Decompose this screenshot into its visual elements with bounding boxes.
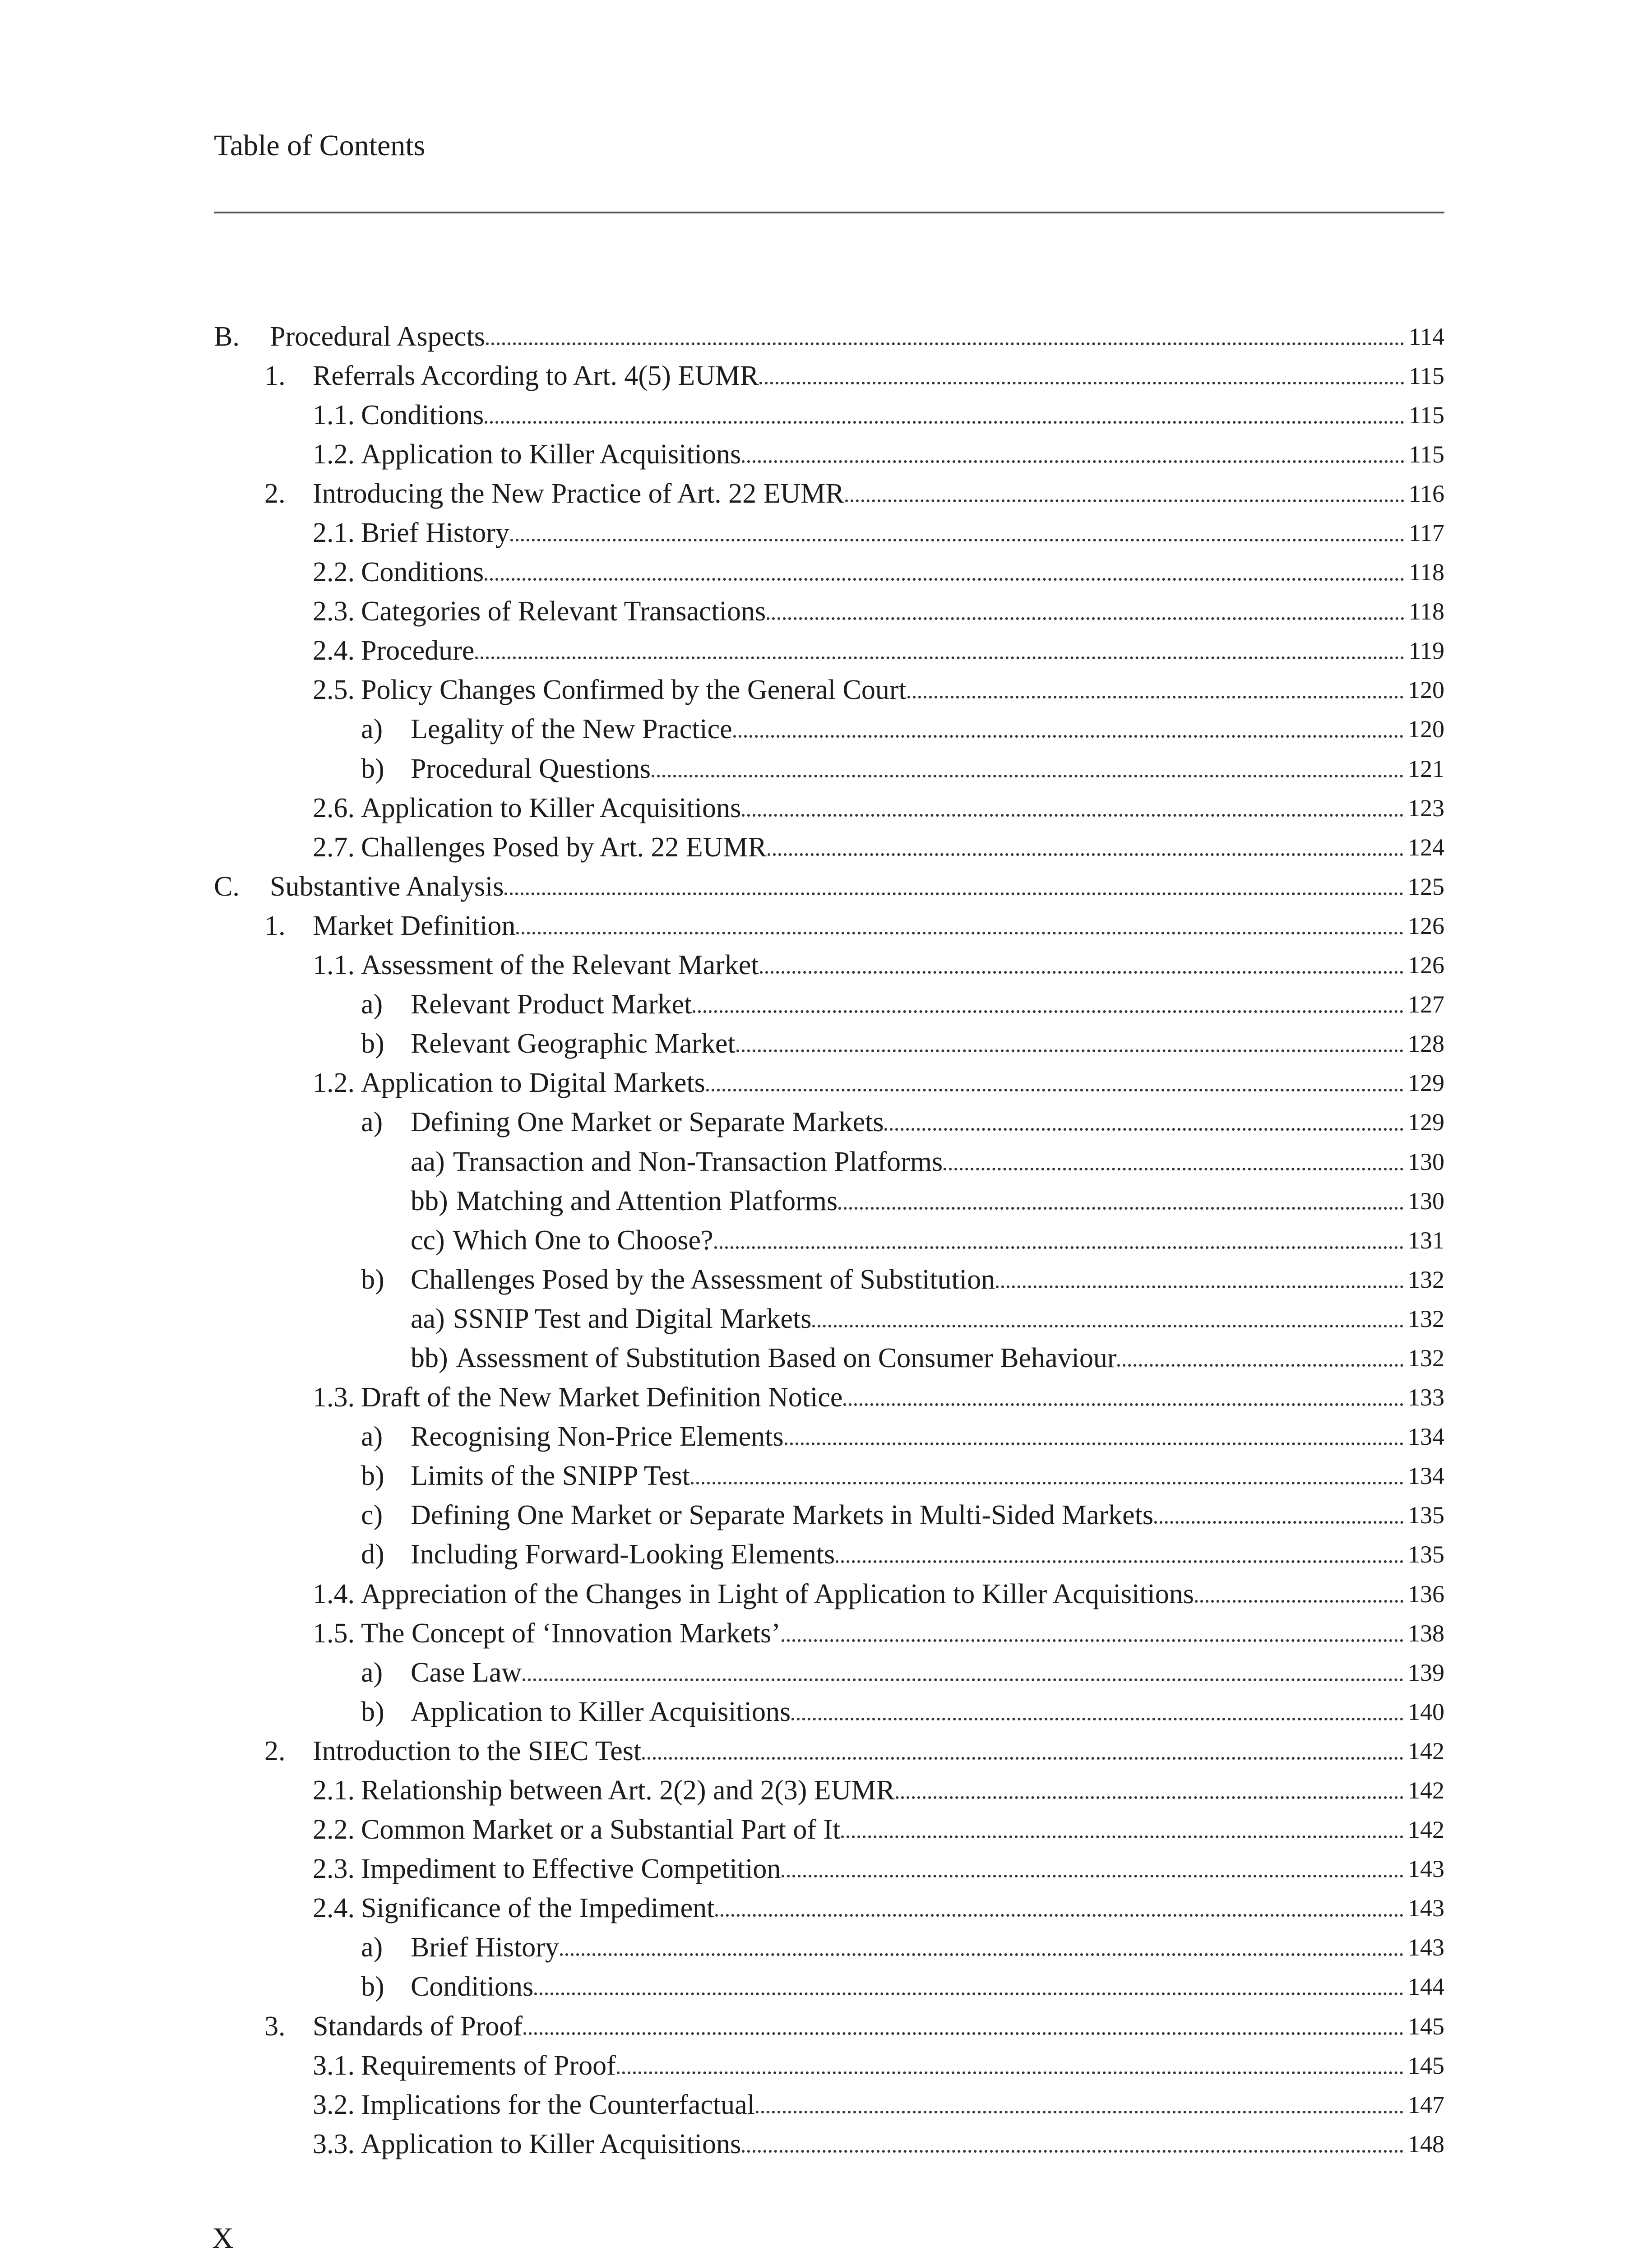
toc-entry <box>214 906 1444 945</box>
toc-entry-title: Application to Digital Markets <box>361 1068 705 1099</box>
dot-leader <box>896 1776 1403 1804</box>
toc-entry <box>214 1574 1444 1613</box>
dot-leader <box>485 401 1404 429</box>
toc-entry-title: Conditions <box>361 557 484 588</box>
toc-entry-number: 3. <box>264 2011 286 2042</box>
toc-entry <box>214 1496 1444 1535</box>
toc-entry-number: 1. <box>264 360 286 391</box>
table-of-contents <box>214 317 1444 2164</box>
dot-leader <box>733 715 1403 743</box>
dot-leader <box>486 323 1404 351</box>
toc-entry-page: 142 <box>1408 1777 1444 1804</box>
dot-leader <box>642 1737 1403 1765</box>
toc-entry-title: Significance of the Impediment <box>361 1893 715 1924</box>
toc-entry-page: 142 <box>1408 1816 1444 1844</box>
toc-entry-page: 116 <box>1409 480 1444 507</box>
toc-entry-number: 2. <box>264 1735 286 1766</box>
toc-entry-number: 1.5. <box>313 1618 355 1649</box>
toc-entry-title: Which One to Choose? <box>453 1225 713 1256</box>
toc-entry-page: 121 <box>1408 755 1444 782</box>
toc-entry-title: Conditions <box>361 399 484 430</box>
toc-entry-title: Draft of the New Market Definition Notice <box>361 1382 843 1413</box>
toc-entry-page: 126 <box>1408 912 1444 939</box>
toc-entry <box>214 1849 1444 1889</box>
toc-entry <box>214 985 1444 1024</box>
toc-entry-title: Including Forward-Looking Elements <box>411 1539 835 1570</box>
toc-entry <box>214 395 1444 435</box>
toc-entry-title: Introduction to the SIEC Test <box>313 1735 642 1766</box>
toc-entry-title: Relationship between Art. 2(2) and 2(3) EUMR <box>361 1775 895 1806</box>
dot-leader <box>843 1383 1403 1411</box>
toc-entry-title: Legality of the New Practice <box>411 714 732 745</box>
dot-leader <box>907 676 1403 704</box>
dot-leader <box>742 794 1403 822</box>
toc-entry <box>214 1417 1444 1456</box>
toc-entry-number: 2.5. <box>313 675 355 706</box>
toc-entry-title: Procedural Aspects <box>270 321 485 352</box>
toc-entry-title: Substantive Analysis <box>270 871 504 902</box>
toc-entry-title: Defining One Market or Separate Markets in Multi-Sided Markets <box>411 1500 1154 1531</box>
toc-entry-title: Common Market or a Substantial Part of It <box>361 1814 841 1845</box>
dot-leader <box>785 1423 1404 1451</box>
toc-entry-number: 2.4. <box>313 1893 355 1924</box>
toc-entry-title: Assessment of Substitution Based on Consumer Behaviour <box>456 1342 1117 1373</box>
toc-entry <box>214 356 1444 395</box>
toc-entry-page: 118 <box>1409 559 1444 586</box>
toc-entry-number: 2.2. <box>313 557 355 588</box>
toc-entry <box>214 1024 1444 1063</box>
toc-entry <box>214 1889 1444 1928</box>
toc-entry-title: Application to Killer Acquisitions <box>411 1696 791 1727</box>
toc-entry-title: Recognising Non-Price Elements <box>411 1421 784 1452</box>
toc-entry <box>214 513 1444 552</box>
toc-entry-page: 123 <box>1408 794 1444 822</box>
toc-entry-title: Assessment of the Relevant Market <box>361 950 759 981</box>
toc-entry-number: b) <box>361 753 384 784</box>
toc-entry-title: Challenges Posed by the Assessment of Substitution <box>411 1264 995 1295</box>
dot-leader <box>836 1540 1403 1568</box>
dot-leader <box>1154 1501 1403 1529</box>
toc-entry-page: 126 <box>1408 952 1444 979</box>
toc-entry <box>214 435 1444 474</box>
toc-entry-title: Application to Killer Acquisitions <box>361 439 741 470</box>
dot-leader <box>560 1933 1403 1961</box>
toc-entry-number: B. <box>214 321 240 352</box>
toc-entry-page: 134 <box>1408 1423 1444 1451</box>
toc-entry-number: a) <box>361 1657 383 1688</box>
toc-entry <box>214 1181 1444 1220</box>
toc-entry-title: Impediment to Effective Competition <box>361 1854 781 1885</box>
toc-entry <box>214 631 1444 670</box>
toc-entry <box>214 2124 1444 2164</box>
toc-entry <box>214 1653 1444 1692</box>
toc-entry <box>214 1731 1444 1771</box>
toc-entry-number: 2.7. <box>313 832 355 863</box>
toc-entry <box>214 710 1444 749</box>
toc-entry-title: Defining One Market or Separate Markets <box>411 1107 884 1138</box>
toc-entry-page: 143 <box>1408 1855 1444 1883</box>
toc-entry-page: 133 <box>1408 1384 1444 1411</box>
toc-entry-page: 142 <box>1408 1737 1444 1765</box>
toc-entry-page: 136 <box>1408 1580 1444 1608</box>
toc-entry-title: Appreciation of the Changes in Light of Application to Killer Acquisitions <box>361 1578 1194 1609</box>
dot-leader <box>838 1187 1403 1215</box>
toc-entry-number: C. <box>214 871 240 902</box>
dot-leader <box>691 1462 1403 1490</box>
dot-leader <box>756 2091 1403 2119</box>
dot-leader <box>510 519 1404 547</box>
toc-entry-title: Implications for the Counterfactual <box>361 2089 755 2120</box>
toc-entry <box>214 867 1444 906</box>
toc-entry <box>214 474 1444 513</box>
toc-entry-title: Procedure <box>361 635 475 666</box>
toc-entry-page: 139 <box>1408 1659 1444 1686</box>
toc-entry-page: 130 <box>1408 1148 1444 1175</box>
toc-entry-number: 1.2. <box>313 1068 355 1099</box>
dot-leader <box>768 833 1403 861</box>
dot-leader <box>996 1266 1403 1294</box>
toc-entry-title: Categories of Relevant Transactions <box>361 596 766 627</box>
toc-entry-title: Transaction and Non-Transaction Platforms <box>453 1146 943 1177</box>
toc-entry <box>214 1692 1444 1731</box>
dot-leader <box>523 1659 1403 1687</box>
toc-entry-number: 2.1. <box>313 518 355 549</box>
toc-entry <box>214 1063 1444 1103</box>
toc-entry-page: 118 <box>1409 598 1444 625</box>
toc-entry-page: 145 <box>1408 2012 1444 2040</box>
toc-entry-title: Brief History <box>361 518 509 549</box>
toc-entry-number: 2.2. <box>313 1814 355 1845</box>
toc-entry <box>214 1299 1444 1338</box>
toc-entry <box>214 1928 1444 1967</box>
toc-entry-number: 2. <box>264 478 286 509</box>
toc-entry-page: 125 <box>1408 873 1444 900</box>
dot-leader <box>693 990 1403 1018</box>
toc-entry <box>214 670 1444 710</box>
toc-entry <box>214 1967 1444 2006</box>
page-number: X <box>212 2222 234 2255</box>
dot-leader <box>760 951 1403 979</box>
toc-entry-number: 1.1. <box>313 399 355 430</box>
dot-leader <box>516 912 1403 940</box>
toc-entry-number: 2.6. <box>313 792 355 823</box>
toc-entry-number: 2.3. <box>313 1854 355 1885</box>
toc-entry-page: 132 <box>1408 1266 1444 1293</box>
dot-leader <box>944 1148 1403 1176</box>
dot-leader <box>845 480 1404 508</box>
toc-entry-page: 114 <box>1409 323 1444 350</box>
toc-entry <box>214 2046 1444 2085</box>
dot-leader <box>782 1855 1403 1883</box>
toc-entry-number: 1.1. <box>313 950 355 981</box>
toc-entry <box>214 317 1444 356</box>
toc-entry-number: a) <box>361 989 383 1020</box>
dot-leader <box>1195 1580 1403 1608</box>
toc-entry-number: b) <box>361 1696 384 1727</box>
toc-entry <box>214 828 1444 867</box>
toc-entry-title: The Concept of ‘Innovation Markets’ <box>361 1618 781 1649</box>
dot-leader <box>523 2012 1403 2040</box>
toc-entry-page: 135 <box>1408 1541 1444 1568</box>
toc-entry <box>214 1338 1444 1378</box>
toc-entry-page: 134 <box>1408 1462 1444 1490</box>
dot-leader <box>485 558 1404 586</box>
toc-entry-page: 147 <box>1408 2091 1444 2118</box>
toc-entry <box>214 749 1444 788</box>
toc-entry <box>214 1456 1444 1496</box>
dot-leader <box>714 1226 1404 1254</box>
toc-entry <box>214 1535 1444 1574</box>
dot-leader <box>715 1894 1403 1922</box>
toc-entry-page: 120 <box>1408 716 1444 743</box>
toc-entry-page: 117 <box>1409 519 1444 547</box>
toc-entry-page: 131 <box>1408 1226 1444 1254</box>
toc-entry <box>214 2085 1444 2124</box>
toc-entry-title: Procedural Questions <box>411 753 651 784</box>
toc-entry-page: 130 <box>1408 1187 1444 1215</box>
toc-entry <box>214 1103 1444 1142</box>
toc-entry-title: Requirements of Proof <box>361 2050 616 2081</box>
toc-entry-number: a) <box>361 1107 383 1138</box>
dot-leader <box>706 1069 1403 1097</box>
toc-entry-number: aa) <box>411 1303 445 1334</box>
toc-entry-number: b) <box>361 1461 384 1492</box>
toc-entry-number: cc) <box>411 1225 445 1256</box>
toc-entry-page: 115 <box>1409 362 1444 389</box>
toc-entry-title: Introducing the New Practice of Art. 22 EUMR <box>313 478 844 509</box>
toc-entry-title: Policy Changes Confirmed by the General Court <box>361 675 907 706</box>
toc-entry <box>214 1260 1444 1299</box>
dot-leader <box>791 1698 1403 1726</box>
toc-entry-number: b) <box>361 1264 384 1295</box>
toc-entry-page: 148 <box>1408 2130 1444 2158</box>
toc-entry <box>214 1378 1444 1417</box>
toc-entry-page: 132 <box>1408 1305 1444 1332</box>
toc-entry-page: 129 <box>1408 1109 1444 1136</box>
dot-leader <box>759 362 1404 390</box>
toc-entry-number: bb) <box>411 1342 448 1373</box>
dot-leader <box>841 1816 1403 1844</box>
toc-entry-title: SSNIP Test and Digital Markets <box>453 1303 812 1334</box>
toc-entry-number: c) <box>361 1500 383 1531</box>
dot-leader <box>782 1619 1403 1647</box>
dot-leader <box>767 597 1404 625</box>
toc-entry-number: aa) <box>411 1146 445 1177</box>
dot-leader <box>742 2130 1403 2158</box>
toc-entry-page: 140 <box>1408 1698 1444 1725</box>
dot-leader <box>1117 1344 1403 1372</box>
toc-entry-title: Conditions <box>411 1971 534 2002</box>
toc-entry-page: 128 <box>1408 1030 1444 1058</box>
toc-entry-title: Market Definition <box>313 910 516 941</box>
toc-entry-title: Matching and Attention Platforms <box>456 1185 838 1216</box>
toc-entry-number: a) <box>361 1932 383 1963</box>
toc-entry <box>214 1613 1444 1653</box>
toc-entry-number: 1.3. <box>313 1382 355 1413</box>
toc-entry-page: 115 <box>1409 401 1444 429</box>
toc-entry-number: d) <box>361 1539 384 1570</box>
dot-leader <box>652 755 1403 783</box>
toc-entry-page: 120 <box>1408 676 1444 704</box>
toc-entry-number: b) <box>361 1028 384 1059</box>
toc-entry-number: 2.4. <box>313 635 355 666</box>
toc-entry-page: 129 <box>1408 1069 1444 1097</box>
toc-entry <box>214 553 1444 592</box>
toc-entry <box>214 788 1444 828</box>
dot-leader <box>812 1305 1403 1333</box>
header-divider <box>214 212 1444 213</box>
toc-entry-page: 145 <box>1408 2052 1444 2079</box>
toc-entry <box>214 1142 1444 1181</box>
toc-entry-title: Challenges Posed by Art. 22 EUMR <box>361 832 767 863</box>
toc-entry-title: Referrals According to Art. 4(5) EUMR <box>313 360 759 391</box>
dot-leader <box>742 440 1404 468</box>
toc-entry-title: Brief History <box>411 1932 559 1963</box>
toc-entry-page: 132 <box>1408 1344 1444 1372</box>
dot-leader <box>475 637 1404 665</box>
toc-entry-page: 124 <box>1408 833 1444 861</box>
toc-entry <box>214 946 1444 985</box>
toc-entry-title: Limits of the SNIPP Test <box>411 1461 690 1492</box>
toc-entry-number: 1.2. <box>313 439 355 470</box>
toc-entry-number: a) <box>361 714 383 745</box>
toc-entry <box>214 592 1444 631</box>
toc-entry-page: 143 <box>1408 1895 1444 1922</box>
toc-entry-number: b) <box>361 1971 384 2002</box>
toc-entry <box>214 2006 1444 2046</box>
toc-entry-page: 119 <box>1409 637 1444 665</box>
toc-entry-number: 3.1. <box>313 2050 355 2081</box>
toc-entry <box>214 1771 1444 1810</box>
dot-leader <box>884 1108 1403 1136</box>
toc-entry-number: 2.3. <box>313 596 355 627</box>
toc-entry-page: 115 <box>1409 440 1444 468</box>
dot-leader <box>534 1973 1403 2001</box>
toc-entry-title: Application to Killer Acquisitions <box>361 2128 741 2159</box>
toc-entry-number: bb) <box>411 1185 448 1216</box>
dot-leader <box>617 2052 1403 2080</box>
toc-entry-number: 1. <box>264 910 286 941</box>
toc-entry-title: Relevant Product Market <box>411 989 692 1020</box>
toc-entry <box>214 1220 1444 1260</box>
toc-entry-title: Standards of Proof <box>313 2011 523 2042</box>
toc-entry-number: 3.3. <box>313 2128 355 2159</box>
dot-leader <box>504 873 1403 901</box>
toc-entry-page: 144 <box>1408 1973 1444 2001</box>
toc-entry-page: 135 <box>1408 1502 1444 1529</box>
toc-entry-number: 2.1. <box>313 1775 355 1806</box>
toc-entry-title: Relevant Geographic Market <box>411 1028 736 1059</box>
toc-entry-number: 1.4. <box>313 1578 355 1609</box>
toc-entry-page: 143 <box>1408 1934 1444 1961</box>
page-header-title: Table of Contents <box>214 129 426 162</box>
dot-leader <box>736 1030 1403 1058</box>
toc-entry-title: Application to Killer Acquisitions <box>361 792 741 823</box>
toc-entry-number: a) <box>361 1421 383 1452</box>
toc-entry <box>214 1810 1444 1849</box>
toc-entry-title: Case Law <box>411 1657 522 1688</box>
toc-entry-page: 138 <box>1408 1619 1444 1647</box>
toc-entry-page: 127 <box>1408 991 1444 1018</box>
toc-entry-number: 3.2. <box>313 2089 355 2120</box>
